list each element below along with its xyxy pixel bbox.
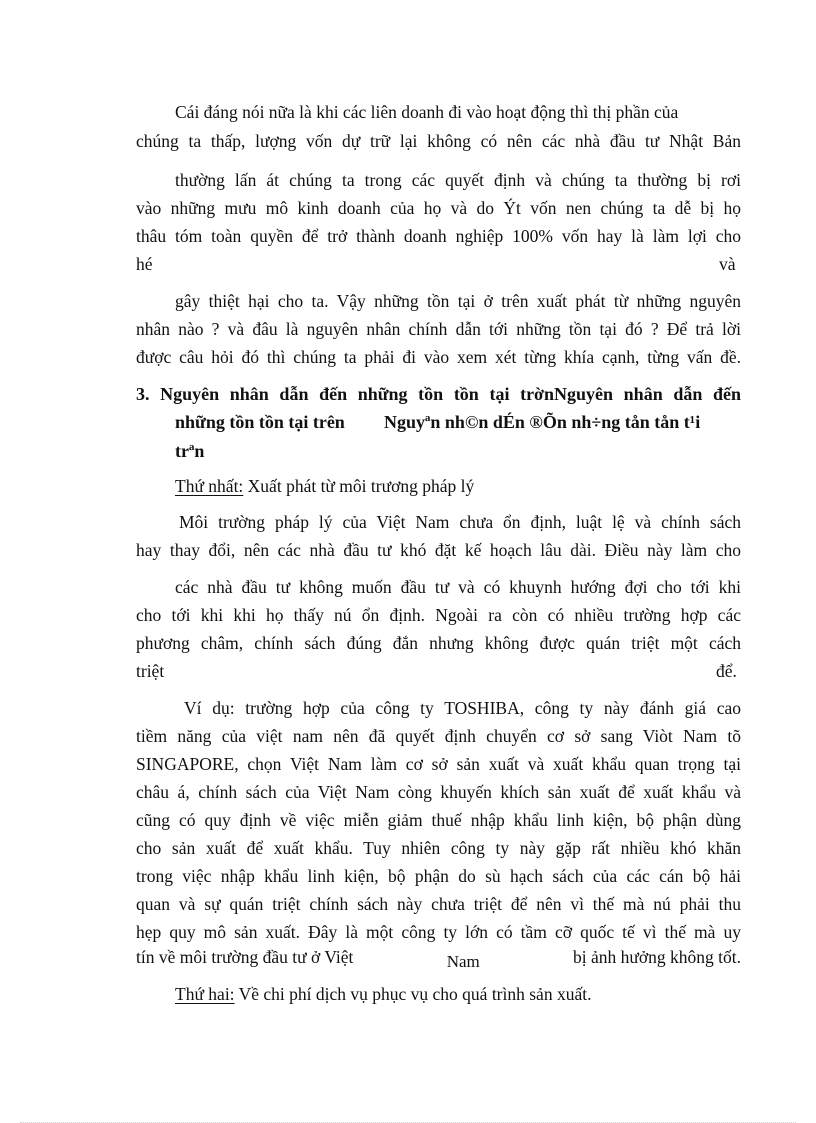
paragraph-3-line-7: trong việc nhập khẩu linh kiện, bộ phận do sù hạch sách của các cán bộ hải — [136, 866, 741, 886]
paragraph-3-line-10 — [136, 946, 741, 971]
paragraph-2-line-3: các nhà đầu tư không muốn đầu tư và có khuynh hướng đợi cho tới khi — [175, 577, 741, 597]
paragraph-1-line-3: thường lấn át chúng ta trong các quyết định và chúng ta thường bị rơi — [175, 170, 741, 190]
paragraph-1-line-5: thâu tóm toàn quyền để trở thành doanh nghiệp 100% vốn hay là làm lợi cho — [136, 226, 741, 246]
subsection-second-label: Thứ hai: — [175, 984, 235, 1004]
paragraph-2-line-6-end: để. — [716, 661, 737, 681]
paragraph-3-line-6: cho sản xuất để xuất khẩu. Tuy nhiên công ty này gặp rất nhiều khó khăn — [136, 838, 741, 858]
section-heading-line-1: 3. Nguyên nhân dẫn đến những tồn tồn tại trờnNguyên nhân dẫn đến — [136, 384, 741, 404]
paragraph-3-line-10-part-1: tín về môi trường đầu tư ở Việt — [136, 947, 354, 967]
paragraph-2-line-1: Môi trường pháp lý của Việt Nam chưa ổn định, luật lệ và chính sách — [179, 512, 741, 532]
section-heading-line-2a: những tồn tồn tại trên — [175, 412, 345, 432]
subsection-first-text: Xuất phát từ môi trương pháp lý — [247, 476, 475, 496]
paragraph-1-line-1: Cái đáng nói nữa là khi các liên doanh đi vào hoạt động thì thị phần của — [175, 102, 679, 122]
paragraph-3-line-5: cũng có quy định về việc miễn giảm thuế nhập khẩu linh kiện, bộ phận dùng — [136, 810, 741, 830]
paragraph-2-line-5: phương châm, chính sách đúng đắn nhưng không được quán triệt một cách — [136, 633, 741, 653]
paragraph-3-line-3: SINGAPORE, chọn Việt Nam làm cơ sở sản xuất và xuất khẩu quan trọng tại — [136, 754, 741, 774]
paragraph-1-line-9: được câu hỏi đó thì chúng ta phải đi vào xem xét từng khía cạnh, từng vấn đề. — [136, 347, 741, 367]
paragraph-1-line-7: gây thiệt hại cho ta. Vậy những tồn tại ở trên xuất phát từ những nguyên — [175, 291, 741, 311]
section-heading-line-3: trªn — [175, 441, 205, 461]
paragraph-1-line-4: vào những mưu mô kinh doanh của họ và do Ýt vốn nen chúng ta dễ bị họ — [136, 198, 741, 218]
subsection-second — [175, 983, 591, 1005]
paragraph-2-line-4: cho tới khi khi họ thấy nú ổn định. Ngoài ra còn có nhiều trường hợp các — [136, 605, 741, 625]
paragraph-1-line-2: chúng ta thấp, lượng vốn dự trữ lại không có nên các nhà đầu tư Nhật Bản — [136, 131, 741, 151]
paragraph-3-line-4: châu á, chính sách của Việt Nam còng khuyến khích sản xuất để xuất khẩu và — [136, 782, 741, 802]
subsection-first-label: Thứ nhất: — [175, 476, 244, 496]
paragraph-3-line-8: quan và sự quán triệt chính sách này chưa triệt để nên vì thế mà nú phải thu — [136, 894, 741, 914]
paragraph-3-line-1: Ví dụ: trường hợp của công ty TOSHIBA, công ty này đánh giá cao — [184, 698, 741, 718]
paragraph-2-line-2: hay thay đổi, nên các nhà đầu tư khó đặt kế hoạch lâu dài. Điều này làm cho — [136, 540, 741, 560]
paragraph-3-line-9: hẹp quy mô sản xuất. Đây là một công ty lớn có tầm cỡ quốc tế vì thế mà uy — [136, 922, 741, 942]
subsection-first — [175, 475, 474, 497]
paragraph-3-line-2: tiềm năng của việt nam nên đã quyết định chuyển cơ sở sang Viòt Nam tõ — [136, 726, 741, 746]
paragraph-1-line-8: nhân nào ? và đâu là nguyên nhân chính dẫn tới những tồn tại đó ? Để trả lời — [136, 319, 741, 339]
paragraph-2-line-6-start: triệt — [136, 661, 165, 681]
paragraph-1-line-6-end: và — [719, 254, 736, 274]
paragraph-1-line-6-start: hé — [136, 254, 153, 274]
subsection-second-text: Về chi phí dịch vụ phục vụ cho quá trình sản xuất. — [238, 984, 592, 1004]
section-heading-line-2b: Nguyªn nh©n dÉn ®Õn nh÷ng tån tån t¹i — [384, 412, 701, 432]
paragraph-3-line-10-part-3: bị ảnh hưởng không tốt. — [573, 947, 741, 967]
paragraph-3-line-10-part-2: Nam — [446, 952, 480, 971]
